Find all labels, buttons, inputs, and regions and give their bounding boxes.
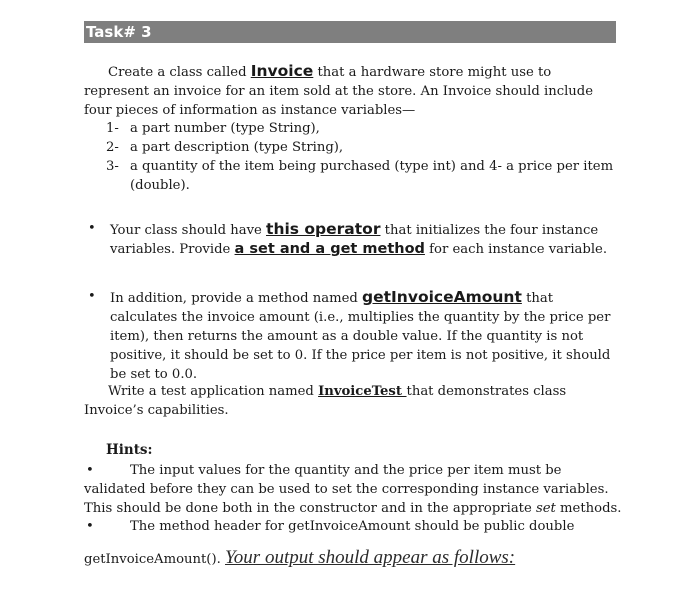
test-paragraph	[84, 382, 624, 420]
hint1-pre: The input values for the quantity and the price per item must be validated before they can be used to set the corresponding instance variables. This should be done both in the constructor and in the appropriate	[84, 463, 609, 516]
item-text: a quantity of the item being purchased (type int) and 4- a price per item (double).	[130, 159, 614, 193]
instance-variable-list	[106, 119, 626, 195]
hints-title: Hints:	[106, 442, 153, 458]
test-class-name: InvoiceTest	[318, 384, 407, 399]
hint2-text: The method header for getInvoiceAmount should be public double	[130, 519, 575, 534]
bullet-paragraph-constructor	[110, 220, 610, 259]
list-item	[106, 157, 626, 195]
bullet-paragraph-method	[110, 288, 620, 384]
intro-post: that a hardware store might use to represent an invoice for an item sold at the store. An Invoice should include four pieces of information as instance variables—	[84, 65, 594, 118]
hint-method-header	[84, 517, 624, 536]
bullet1-mid: that initializes the four instance variables. Provide	[110, 223, 599, 257]
intro-pre: Create a class called	[108, 65, 251, 80]
class-name: Invoice	[250, 62, 314, 80]
bullet-icon: •	[86, 519, 94, 534]
intro-paragraph	[84, 62, 620, 120]
item-number: 2-	[106, 140, 119, 155]
bullet1-emph2: a set and a get method	[234, 241, 425, 257]
item-text: a part description (type String),	[130, 140, 344, 155]
bullet-icon: •	[88, 221, 96, 236]
bullet1-pre: Your class should have	[110, 223, 267, 238]
hint-validation	[84, 461, 624, 518]
test-post: that demonstrates class Invoice’s capabilities.	[84, 384, 567, 418]
test-pre: Write a test application named	[108, 384, 319, 399]
list-item	[106, 119, 626, 138]
bullet1-post: for each instance variable.	[424, 242, 608, 257]
task-title: Task# 3	[86, 23, 152, 41]
list-item	[106, 138, 626, 157]
output-line	[84, 548, 624, 569]
bullet-icon: •	[86, 463, 94, 478]
method-name: getInvoiceAmount	[362, 288, 522, 306]
item-number: 1-	[106, 121, 119, 136]
output-heading: Your output should appear as follows:	[224, 547, 516, 568]
last-pre: getInvoiceAmount().	[84, 552, 225, 567]
bullet1-emph1: this operator	[266, 220, 381, 238]
item-number: 3-	[106, 159, 119, 174]
bullet2-pre: In addition, provide a method named	[110, 291, 363, 306]
bullet-icon: •	[88, 289, 96, 304]
item-text: a part number (type String),	[130, 121, 320, 136]
hint1-italic: set	[535, 501, 556, 516]
hint1-post: methods.	[555, 501, 622, 516]
task-header	[84, 21, 616, 43]
bullet2-post: that calculates the invoice amount (i.e., multiplies the quantity by the price per item), then returns the amount as a double value. If the quantity is not positive, it should be set to 0. If the price per item is not positive, it should be set to 0.0.	[110, 291, 611, 382]
